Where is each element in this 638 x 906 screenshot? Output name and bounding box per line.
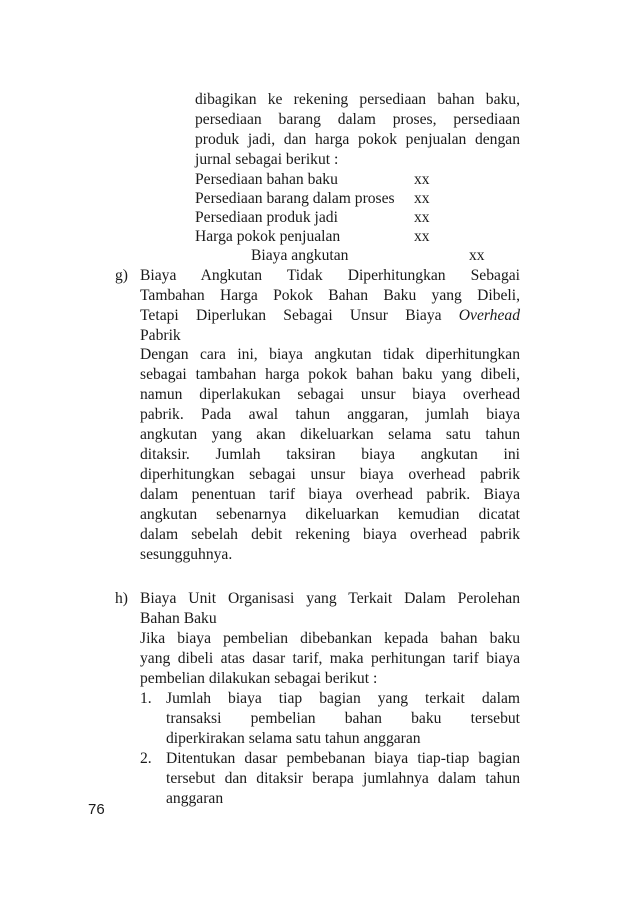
list-item-marker: 2. [140,750,152,767]
list-item-line: transaksi pembelian bahan baku tersebut [166,710,520,727]
intro-line: persediaan barang dalam proses, persediaan [195,111,520,128]
section-g-title: Biaya Angkutan Tidak Diperhitungkan Sebagai [140,267,520,284]
journal-amount: xx [414,228,430,245]
section-g-body: pabrik. Pada awal tahun anggaran, jumlah biaya [140,406,520,423]
section-h-body: yang dibeli atas dasar tarif, maka perhitungan tarif biaya [140,650,520,667]
section-g-body: angkutan yang akan dikeluarkan selama satu tahun [140,426,520,443]
journal-account: Harga pokok penjualan [195,228,341,245]
list-item-line: diperkirakan selama satu tahun anggaran [166,730,421,747]
intro-line: dibagikan ke rekening persediaan bahan baku, [195,91,520,108]
section-g-title [140,306,520,325]
journal-credit-amount: xx [469,247,485,264]
section-g-body: sebagai tambahan harga pokok bahan baku yang dibeli, [140,366,520,383]
intro-line: produk jadi, dan harga pokok penjualan dengan [195,131,520,148]
section-g-marker: g) [115,267,128,284]
journal-account: Persediaan produk jadi [195,209,338,226]
journal-credit-account: Biaya angkutan [251,247,349,264]
section-g-body: namun diperlakukan sebagai unsur biaya overhead [140,386,520,403]
section-g-body: ditaksir. Jumlah taksiran biaya angkutan ini [140,446,520,463]
section-g-body: angkutan sebenarnya dikeluarkan kemudian dicatat [140,506,520,523]
section-g-title: Tambahan Harga Pokok Bahan Baku yang Dibeli, [140,287,520,304]
section-g-body: dalam penentuan tarif biaya overhead pabrik. Biaya [140,486,520,503]
journal-amount: xx [414,190,430,207]
section-h-body: pembelian dilakukan sebagai berikut : [140,670,378,687]
section-g-body: dalam sebelah debit rekening biaya overhead pabrik [140,526,520,543]
section-h-title: Bahan Baku [140,610,217,627]
section-g-title-text: Tetapi Diperlukan Sebagai Unsur Biaya [140,307,442,324]
list-item-line: Jumlah biaya tiap bagian yang terkait dalam [166,690,520,707]
section-h-body: Jika biaya pembelian dibebankan kepada bahan baku [140,630,520,647]
journal-account: Persediaan bahan baku [195,171,338,188]
section-h-marker: h) [115,590,128,607]
intro-line: jurnal sebagai berikut : [195,151,339,168]
section-g-body: sesungguhnya. [140,546,233,563]
list-item-line: tersebut dan ditaksir berapa jumlahnya dalam tahun [166,770,520,787]
section-g-body: diperhitungkan sebagai unsur biaya overhead pabrik [140,466,520,483]
list-item-line: Ditentukan dasar pembebanan biaya tiap-tiap bagian [166,750,520,767]
journal-amount: xx [414,209,430,226]
section-g-body: Dengan cara ini, biaya angkutan tidak diperhitungkan [140,346,520,363]
page-number: 76 [88,801,105,818]
journal-amount: xx [414,171,430,188]
section-g-title: Pabrik [140,327,181,344]
list-item-line: anggaran [166,790,224,807]
list-item-marker: 1. [140,690,152,707]
journal-account: Persediaan barang dalam proses [195,190,395,207]
section-g-title-italic: Overhead [458,307,520,324]
section-h-title: Biaya Unit Organisasi yang Terkait Dalam Perolehan [140,590,520,607]
